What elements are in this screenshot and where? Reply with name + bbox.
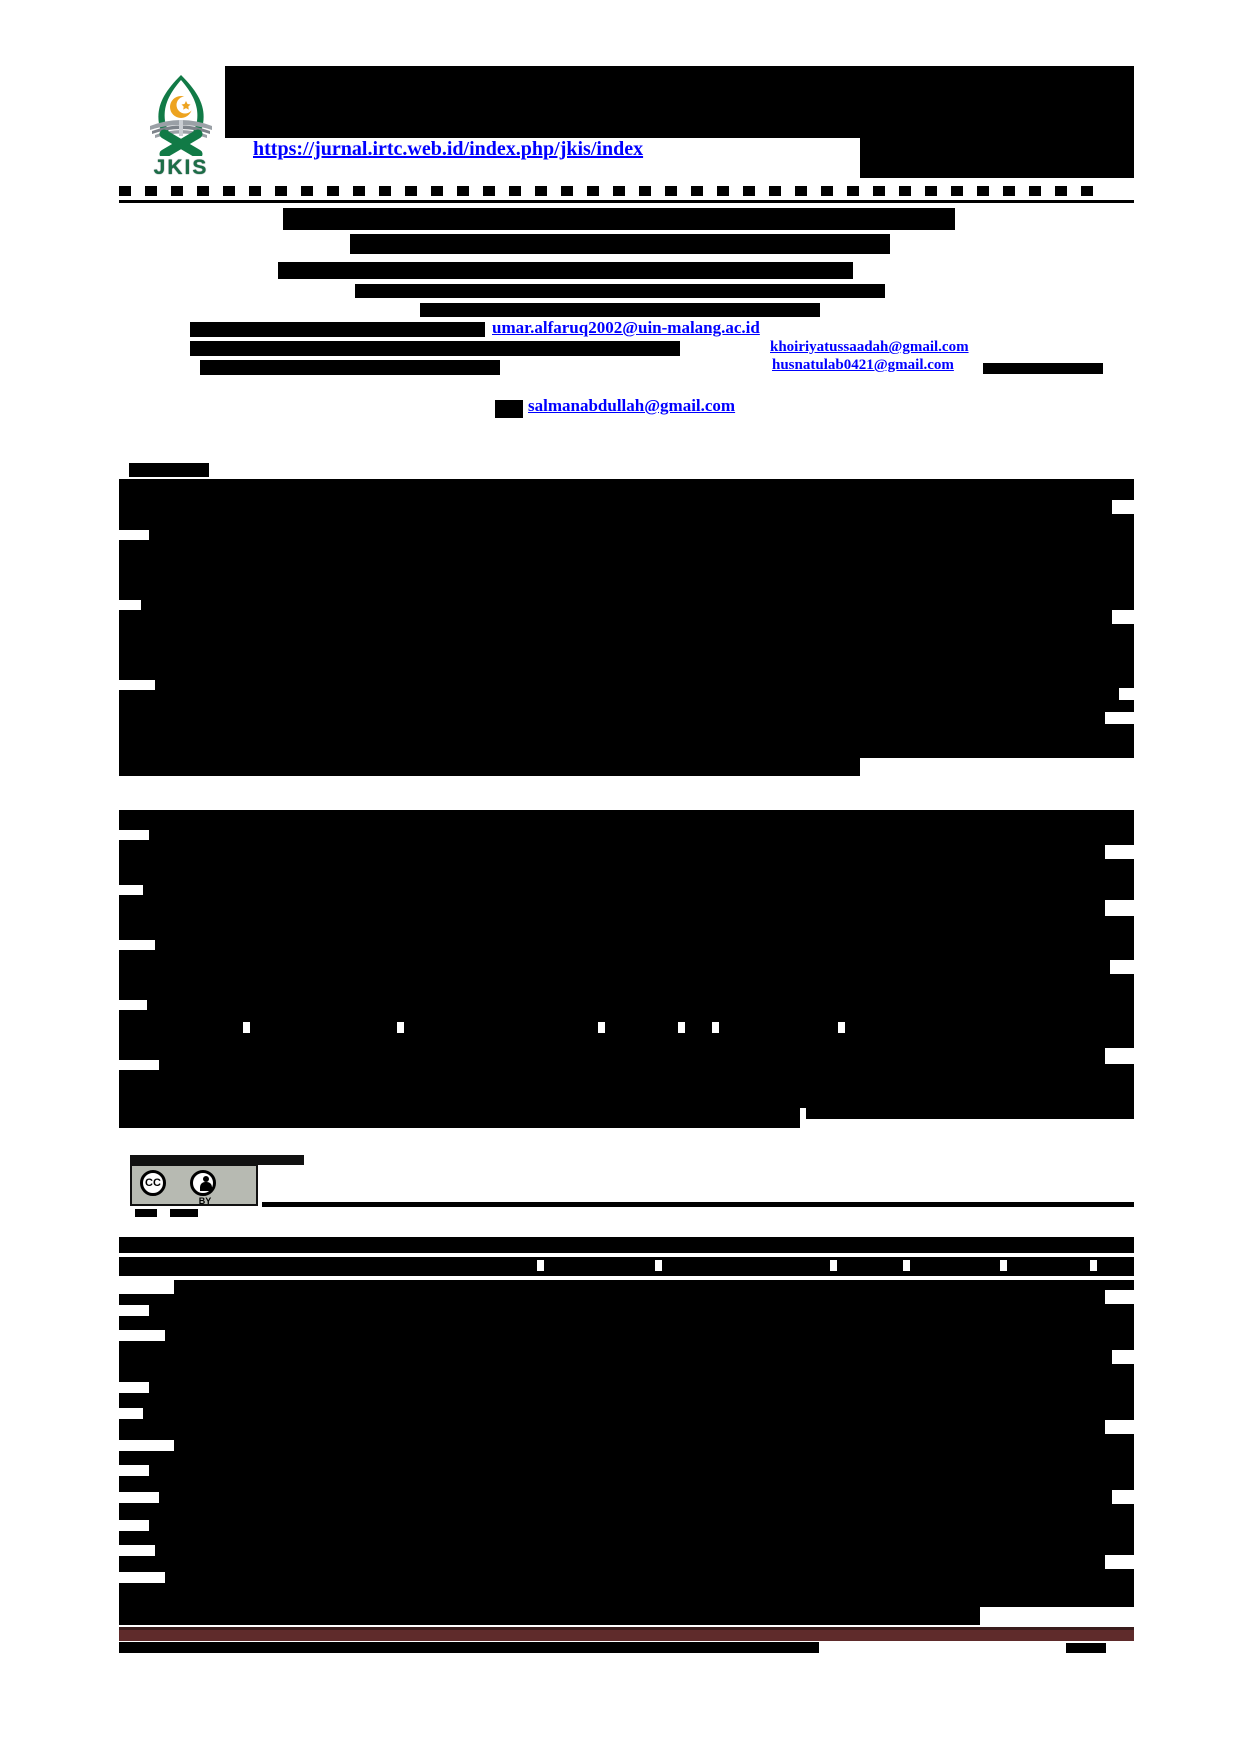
redacted-affiliation-fragment xyxy=(983,363,1103,374)
person-icon xyxy=(190,1170,216,1196)
author-email-1-link[interactable]: umar.alfaruq2002@uin-malang.ac.id xyxy=(492,318,760,337)
redacted-authors-line xyxy=(278,262,853,279)
redacted-running-footer-text xyxy=(119,1642,819,1653)
cc-by-license-badge[interactable] xyxy=(130,1164,258,1206)
author-email-4-link[interactable]: salmanabdullah@gmail.com xyxy=(528,396,736,415)
by-label: BY xyxy=(198,1196,212,1206)
redacted-journal-subtitle-block xyxy=(860,138,1134,178)
redacted-affiliation-line1 xyxy=(355,284,885,298)
redacted-article-title-line1 xyxy=(283,208,955,230)
redacted-badge-caption-fragment xyxy=(135,1209,157,1217)
redacted-section-heading-line xyxy=(119,1237,1134,1253)
logo-wordmark: JKIS xyxy=(153,156,209,179)
redacted-affiliation-line5 xyxy=(200,360,500,375)
redacted-journal-title-block xyxy=(225,66,1134,138)
author-email-2-link[interactable]: khoiriyatussaadah@gmail.com xyxy=(770,339,969,355)
footer-rule-bar xyxy=(119,1627,1134,1641)
redacted-affiliation-line4 xyxy=(190,341,680,356)
journal-url-link[interactable]: https://jurnal.irtc.web.id/index.php/jkis/index xyxy=(253,138,644,160)
redacted-abstract-en-block xyxy=(119,810,1134,1108)
redacted-license-statement-fragment xyxy=(806,1108,1134,1119)
redacted-article-title-line2 xyxy=(350,234,890,254)
cc-icon: CC xyxy=(140,1170,166,1196)
redacted-abstract-id-block xyxy=(119,479,1134,776)
redacted-affiliation-line2 xyxy=(420,303,820,317)
header-divider-rule xyxy=(119,200,1134,203)
dashed-header-info-line xyxy=(119,186,1105,196)
jkis-journal-logo xyxy=(136,74,226,178)
redacted-license-statement-line xyxy=(119,1108,800,1128)
redacted-page-number xyxy=(1066,1643,1106,1653)
logo-emblem-icon xyxy=(136,74,226,156)
redacted-badge-caption-fragment xyxy=(170,1209,198,1217)
redacted-license-underline xyxy=(262,1202,1134,1207)
redacted-body-paragraph-block xyxy=(119,1280,1134,1625)
author-email-3-link[interactable]: husnatulab0421@gmail.com xyxy=(772,357,954,373)
redacted-affiliation-line3 xyxy=(190,322,485,337)
redacted-correspondence-label xyxy=(495,400,523,418)
redacted-abstract-label xyxy=(129,463,209,477)
redacted-section-subtitle-line xyxy=(119,1257,1134,1276)
